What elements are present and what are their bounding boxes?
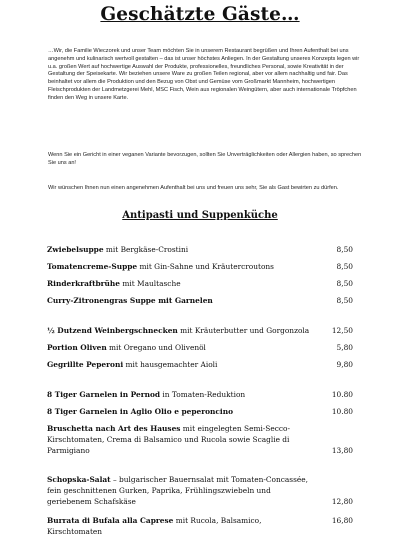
item-name: 8 Tiger Garnelen in Aglio Olio e peperoncino: [47, 407, 234, 416]
item-price: 5,80: [336, 343, 353, 352]
item-price: 12,80: [331, 497, 353, 506]
intro-paragraph: …Wir, die Familie Wieczorek und unser Team möchten Sie in unserem Restaurant begrüßen und Ihren Aufenthalt bei uns angenehm und kulinarisch wertvoll gestalten – das ist unser höchstes Anliegen. In der Gestaltung unseres Konzepts legen wir u.a. großen Wert auf hochwertige Auswahl der Produkte, professionelles, freundliches Personal, sowie Kreativität in der Gestaltung der Speisekarte. Wir beziehen unsere Ware zu großen Teilen regional, aber vor allem nachhaltig und fair. Das beinhaltet vor allem die Produktion und den Bezug von Obst und Gemüse vom Großmarkt Mannheim, hochwertigen Fleischprodukten der Landmetzgerei Mehl, MSC Fisch, Wein aus regionalen Weingütern, aber auch internationale Tröpfchen finden den Weg in unsere Karte.: [48, 48, 360, 101]
item-price: 8,50: [336, 245, 353, 254]
item-description: in Tomaten-Reduktion: [160, 390, 246, 399]
item-price: 13,80: [331, 446, 353, 455]
item-name: Portion Oliven: [47, 343, 107, 352]
item-description: mit Bergkäse-Crostini: [103, 245, 189, 254]
item-description: mit Maultasche: [120, 279, 181, 288]
item-name: Gegrillte Peperoni: [47, 360, 124, 369]
section-title: Antipasti und Suppenküche: [122, 210, 278, 221]
menu-item: [47, 515, 353, 537]
item-price: 16,80: [331, 516, 353, 525]
item-price: 8,50: [336, 296, 353, 305]
item-description: – bulgarischer Bauernsalat mit Tomaten-Concassée, fein geschnittenen Gurken, Paprika, Frühlingszwiebeln und geriebenem Schafskäse: [47, 475, 308, 506]
item-price: 8,50: [336, 262, 353, 271]
menu-item: [47, 342, 353, 353]
welcome-note: Wir wünschen Ihnen nun einen angenehmen Aufenthalt bei uns und freuen uns sehr, Sie als Gast bewirten zu dürfen.: [48, 185, 339, 191]
item-name: Rinderkraftbrühe: [47, 279, 120, 288]
item-name: Burrata di Bufala alla Caprese: [47, 516, 174, 525]
menu-item: [47, 359, 353, 370]
item-description: mit Oregano und Olivenöl: [106, 343, 206, 352]
item-description: mit Gin-Sahne und Kräutercroutons: [137, 262, 274, 271]
item-price: 8,50: [336, 279, 353, 288]
menu-item: [47, 389, 353, 400]
menu-item: [47, 423, 353, 456]
item-name: Zwiebelsuppe: [47, 245, 104, 254]
item-price: 12,50: [331, 326, 353, 335]
page-title: Geschätzte Gäste…: [100, 4, 300, 25]
menu-item: [47, 406, 353, 417]
menu-item: [47, 244, 353, 255]
item-name: 8 Tiger Garnelen in Pernod: [47, 390, 161, 399]
item-name: Tomatencreme-Suppe: [47, 262, 138, 271]
menu-item: [47, 325, 353, 336]
item-price: 10.80: [331, 407, 353, 416]
item-name: Bruschetta nach Art des Hauses: [47, 424, 181, 433]
item-price: 10.80: [331, 390, 353, 399]
item-description: mit Rucola, Balsamico, Kirschtomaten: [47, 516, 262, 536]
item-name: Curry-Zitronengras Suppe mit Garnelen: [47, 296, 213, 305]
item-description: mit eingelegten Semi-Secco-Kirschtomaten, Crema di Balsamico und Rucola sowie Scaglie di Parmigiano: [47, 424, 290, 455]
menu-item: [47, 474, 353, 507]
menu-item: [47, 295, 353, 306]
menu-item: [47, 278, 353, 289]
item-description: mit hausgemachter Aioli: [123, 360, 218, 369]
item-name: Schopska-Salat: [47, 475, 111, 484]
allergy-note: Wenn Sie ein Gericht in einer veganen Variante bevorzugen, sollten Sie Unverträglichkeiten oder Allergien haben, so sprechen Sie uns an!: [48, 152, 362, 166]
item-description: mit Kräuterbutter und Gorgonzola: [177, 326, 310, 335]
item-name: ½ Dutzend Weinbergschnecken: [47, 326, 178, 335]
menu-item: [47, 261, 353, 272]
item-price: 9,80: [336, 360, 353, 369]
